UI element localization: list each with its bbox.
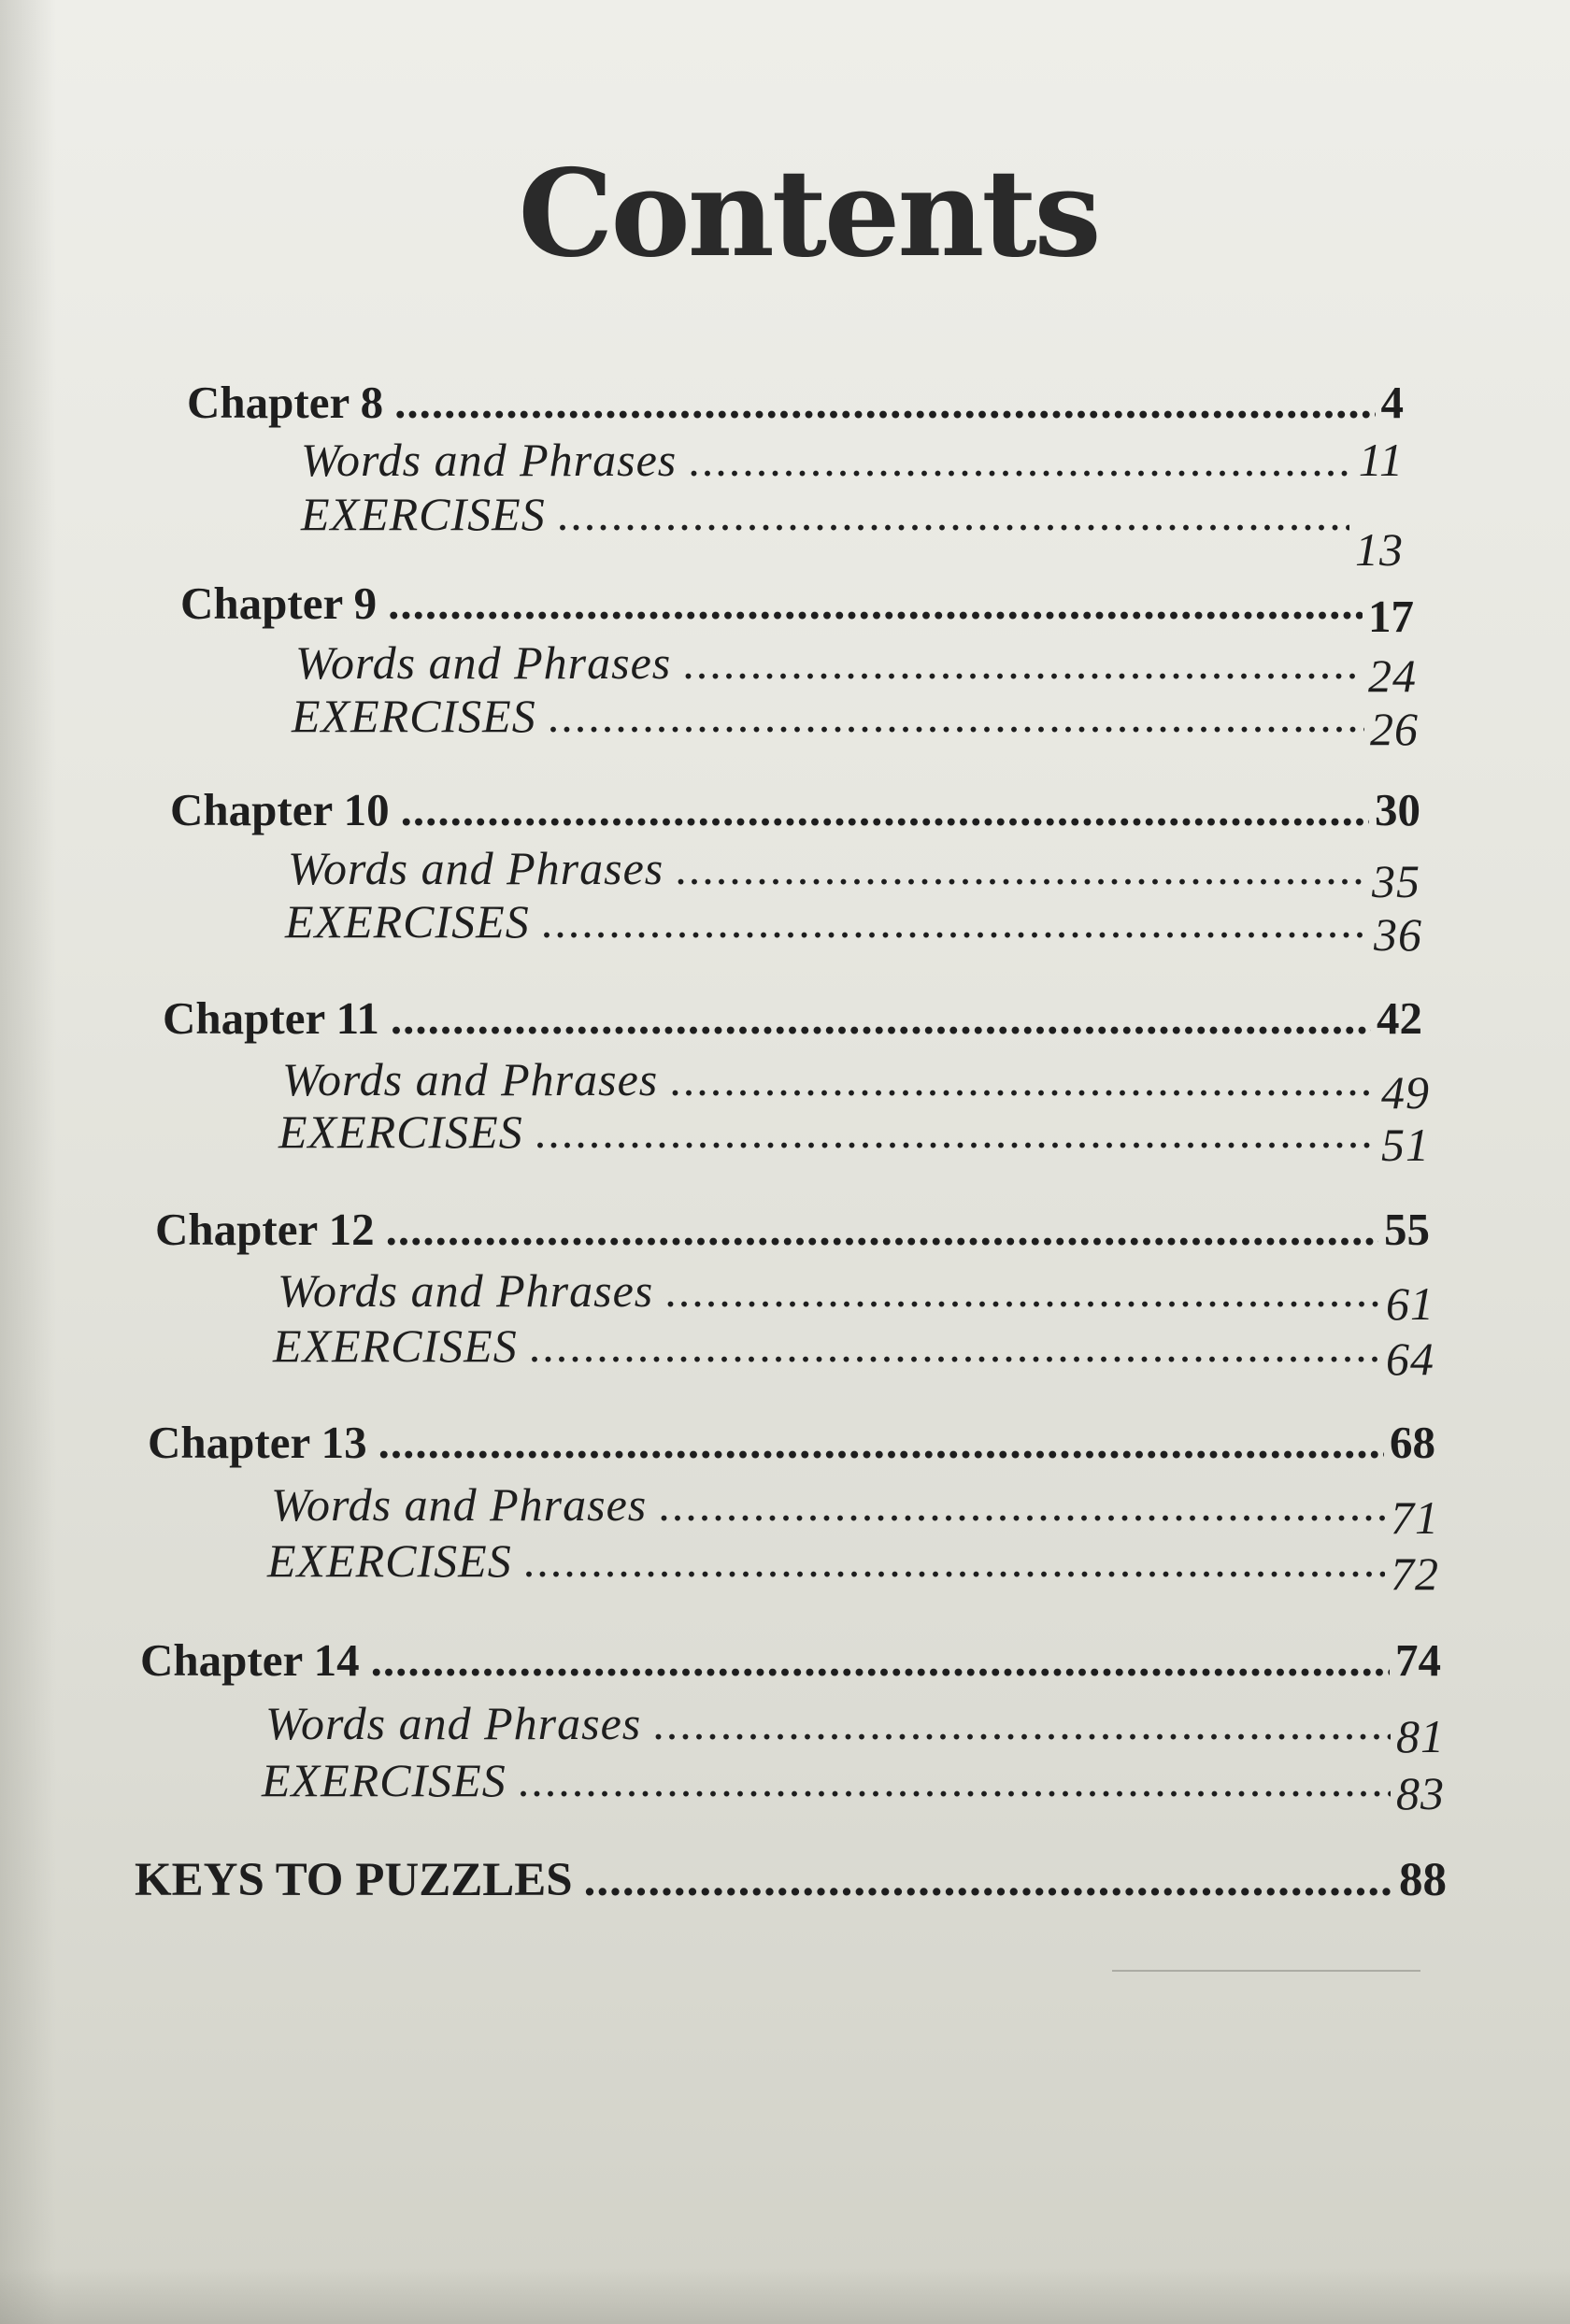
dot-leader [557, 487, 1349, 541]
chapter-title: Chapter 10 [170, 784, 390, 835]
exercises-label: EXERCISES [262, 1754, 507, 1806]
page-number: 24 [1368, 649, 1417, 702]
toc-chapter-row[interactable] [180, 577, 1414, 642]
page-number: 42 [1377, 992, 1422, 1044]
page-title: Contents [518, 144, 1099, 284]
page-number: 49 [1381, 1066, 1430, 1119]
toc-chapter-row[interactable] [155, 1203, 1430, 1256]
page-number: 83 [1396, 1767, 1445, 1819]
chapter-title: Chapter 11 [163, 992, 379, 1044]
page-number: 64 [1386, 1333, 1434, 1385]
toc-words-row[interactable] [271, 1477, 1439, 1544]
toc-exercises-row[interactable] [262, 1753, 1445, 1819]
exercises-label: EXERCISES [278, 1105, 523, 1158]
dot-leader [386, 1203, 1378, 1256]
dot-leader [675, 841, 1366, 895]
toc-chapter-row[interactable] [140, 1633, 1441, 1687]
chapter-title: Chapter 9 [180, 577, 378, 629]
toc-chapter-row[interactable] [148, 1416, 1435, 1469]
page-number: 72 [1391, 1547, 1439, 1600]
page-number: 13 [1355, 523, 1404, 576]
toc-keys-row[interactable] [135, 1853, 1447, 1907]
page-number: 11 [1358, 434, 1404, 486]
toc-exercises-row[interactable] [292, 689, 1419, 755]
dot-leader [535, 1105, 1376, 1159]
exercises-label: EXERCISES [301, 488, 546, 540]
faint-rule [1112, 1970, 1420, 1972]
chapter-title: Chapter 12 [155, 1204, 375, 1255]
dot-leader [541, 894, 1368, 948]
page-number: 35 [1372, 855, 1420, 907]
dot-leader [669, 1052, 1376, 1106]
toc-words-row[interactable] [288, 841, 1420, 907]
dot-leader [518, 1753, 1391, 1807]
page-number: 51 [1381, 1119, 1430, 1171]
toc-exercises-row[interactable] [267, 1533, 1439, 1600]
toc-words-row[interactable] [282, 1052, 1430, 1119]
page-number: 36 [1374, 908, 1422, 961]
dot-leader [682, 635, 1363, 690]
chapter-title: Chapter 8 [187, 377, 384, 428]
exercises-label: EXERCISES [267, 1534, 512, 1587]
exercises-label: EXERCISES [285, 895, 530, 948]
dot-leader [688, 433, 1352, 487]
dot-leader [523, 1533, 1385, 1588]
words-and-phrases-label: Words and Phrases [295, 636, 672, 689]
page-number: 74 [1395, 1634, 1441, 1686]
dot-leader [378, 1416, 1384, 1469]
toc-words-row[interactable] [265, 1696, 1445, 1762]
words-and-phrases-label: Words and Phrases [288, 842, 664, 894]
toc-chapter-row[interactable] [163, 991, 1422, 1045]
page-number: 17 [1368, 591, 1414, 642]
page-number: 88 [1399, 1854, 1447, 1906]
exercises-label: EXERCISES [292, 690, 536, 742]
dot-leader [529, 1319, 1380, 1373]
page-number: 4 [1380, 377, 1404, 428]
keys-to-puzzles-title: KEYS TO PUZZLES [135, 1854, 573, 1906]
page-number: 71 [1391, 1491, 1439, 1544]
toc-chapter-row[interactable] [170, 783, 1420, 836]
words-and-phrases-label: Words and Phrases [301, 434, 678, 486]
dot-leader [652, 1696, 1391, 1750]
dot-leader [371, 1633, 1390, 1687]
words-and-phrases-label: Words and Phrases [265, 1697, 642, 1749]
toc-chapter-row[interactable] [187, 376, 1404, 429]
words-and-phrases-label: Words and Phrases [271, 1478, 648, 1531]
toc-exercises-row[interactable] [285, 894, 1422, 961]
toc-exercises-row[interactable] [301, 487, 1404, 576]
page-number: 81 [1396, 1710, 1445, 1762]
toc-exercises-row[interactable] [273, 1319, 1434, 1385]
exercises-label: EXERCISES [273, 1319, 518, 1372]
words-and-phrases-label: Words and Phrases [278, 1264, 654, 1317]
page-number: 61 [1386, 1277, 1434, 1330]
dot-leader [388, 577, 1363, 630]
page-number: 68 [1390, 1417, 1435, 1468]
toc-words-row[interactable] [278, 1263, 1434, 1330]
words-and-phrases-label: Words and Phrases [282, 1053, 659, 1105]
toc-exercises-row[interactable] [278, 1105, 1430, 1171]
toc-words-row[interactable] [295, 635, 1417, 702]
dot-leader [584, 1853, 1393, 1907]
page-number: 55 [1384, 1204, 1430, 1255]
dot-leader [394, 376, 1375, 429]
dot-leader [664, 1263, 1380, 1318]
chapter-title: Chapter 14 [140, 1634, 360, 1686]
page-number: 26 [1370, 703, 1419, 755]
page-number: 30 [1375, 784, 1420, 835]
dot-leader [401, 783, 1369, 836]
chapter-title: Chapter 13 [148, 1417, 367, 1468]
toc-words-row[interactable] [301, 433, 1404, 487]
dot-leader [658, 1477, 1385, 1532]
dot-leader [391, 991, 1371, 1045]
dot-leader [548, 689, 1364, 743]
